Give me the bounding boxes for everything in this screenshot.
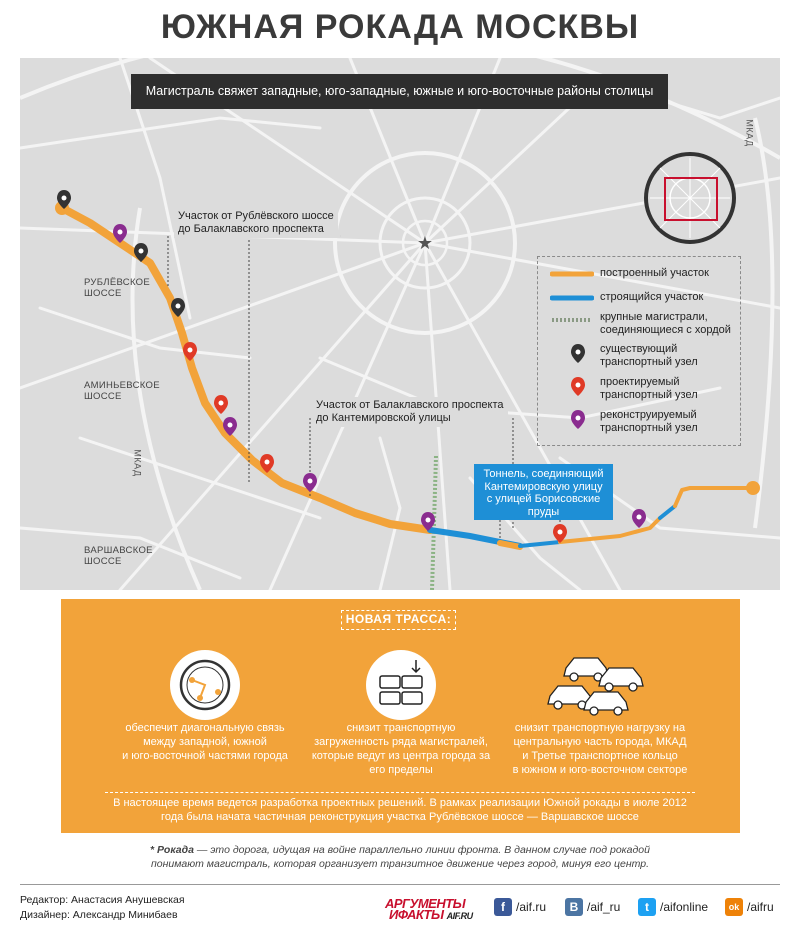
legend-item-existing: существующий транспортный узел	[546, 341, 742, 371]
legend-item-reconstructed: реконструируемый транспортный узел	[546, 407, 742, 437]
existing-node-pin[interactable]	[57, 190, 71, 209]
label-aminevskoe: АМИНЬЕВСКОЕ ШОССЕ	[84, 380, 160, 402]
reconstructed-node-pin[interactable]	[303, 473, 317, 492]
compass-icon	[170, 650, 240, 720]
label-varshavskoe: ВАРШАВСКОЕ ШОССЕ	[84, 545, 153, 567]
planned-node-pin[interactable]	[214, 395, 228, 414]
aif-logo[interactable]: АРГУМЕНТЫ ИФАКТЫ AIF.RU	[385, 896, 473, 922]
planned-node-pin[interactable]	[183, 342, 197, 361]
info-note: В настоящее время ведется разработка проектных решений. В рамках реализации Южной рокады в июле 2012 года была начата частичная реконструкция участка Рублёвское шоссе — Варшавское шоссе	[113, 797, 687, 823]
reconstructed-node-pin[interactable]	[223, 417, 237, 436]
planned-node-pin[interactable]	[553, 524, 567, 543]
reconstructed-node-pin[interactable]	[113, 224, 127, 243]
legend-item-highways: крупные магистрали, соединяющиеся с хордой	[546, 309, 742, 339]
benefit-diagonal: обеспечит диагональную связь между западной, южной и юго-восточной частями города	[122, 722, 288, 762]
twitter-icon: t	[638, 898, 656, 916]
benefit-traffic: снизит транспортную загруженность ряда магистралей, которые ведут из центра города за его пределы	[311, 722, 491, 776]
info-heading: НОВАЯ ТРАССА:	[341, 610, 456, 630]
traffic-jam-icon	[366, 650, 436, 720]
highway-line-icon	[550, 313, 594, 327]
legend-item-built: построенный участок	[546, 263, 742, 293]
footer-divider	[20, 884, 780, 885]
info-divider	[105, 792, 695, 793]
reconstructed-node-pin[interactable]	[632, 509, 646, 528]
cars-icon	[546, 650, 656, 720]
reconstructed-node-pin[interactable]	[421, 512, 435, 531]
planned-node-pin[interactable]	[260, 454, 274, 473]
label-mkad-right: МКАД	[744, 119, 755, 147]
existing-node-pin[interactable]	[134, 243, 148, 262]
subtitle-banner: Магистраль свяжет западные, юго-западные, южные и юго-восточные районы столицы	[131, 74, 668, 109]
label-rublevskoe: РУБЛЁВСКОЕ ШОССЕ	[84, 277, 151, 299]
built-line-icon	[550, 267, 594, 281]
legend-item-planned: проектируемый транспортный узел	[546, 374, 742, 404]
existing-node-pin[interactable]	[171, 298, 185, 317]
facebook-icon: f	[494, 898, 512, 916]
callout-section-1: Участок от Рублёвского шоссе до Балаклавского проспекта	[174, 208, 338, 238]
callout-section-2: Участок от Балаклавского проспекта до Кантемировской улицы	[312, 397, 508, 427]
reconstructed-node-icon	[568, 409, 588, 431]
building-line-icon	[550, 291, 594, 305]
label-mkad-left: МКАД	[132, 449, 143, 477]
vk-icon: B	[565, 898, 583, 916]
credits: Редактор: Анастасия Анушевская Дизайнер: Александр Минибаев	[20, 894, 185, 921]
map-legend	[537, 256, 741, 446]
callout-tunnel: Тоннель, соединяющий Кантемировскую улицу с улицей Борисовские пруды	[474, 464, 613, 520]
odnoklassniki-icon: ok	[725, 898, 743, 916]
kremlin-star-icon: ★	[416, 233, 434, 254]
benefit-load: снизит транспортную нагрузку на центральную часть города, МКАД и Третье транспортное кольцо в южном и юго-восточном секторе	[512, 722, 688, 776]
planned-node-icon	[568, 376, 588, 398]
footnote: * Рокада — это дорога, идущая на войне параллельно линии фронта. В данном случае под рокадой понимают магистраль, которая организует транзитное движение через город, минуя его центр.	[150, 844, 650, 870]
page-title: ЮЖНАЯ РОКАДА МОСКВЫ	[160, 8, 640, 46]
existing-node-icon	[568, 343, 588, 365]
legend-item-building: строящийся участок	[546, 287, 742, 317]
